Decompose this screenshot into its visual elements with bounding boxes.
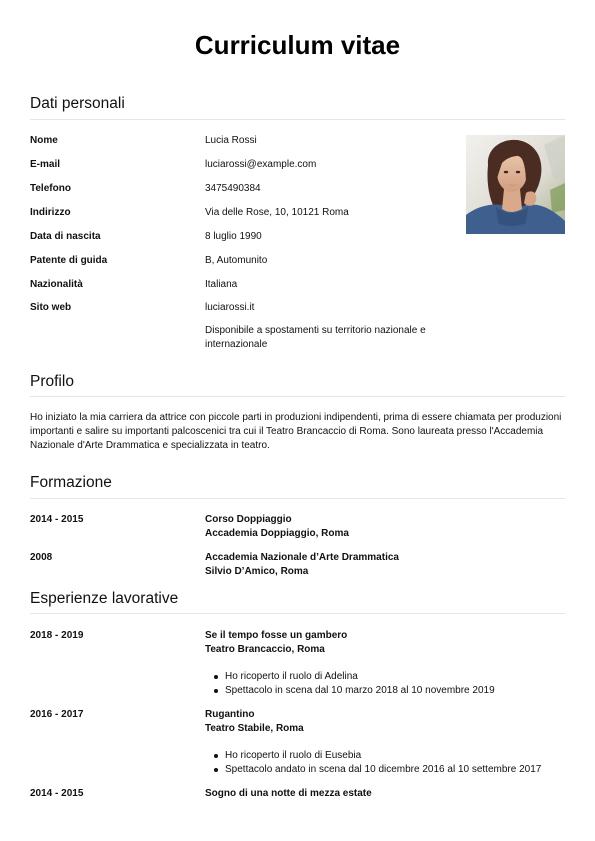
education-place: Accademia Doppiaggio, Roma	[205, 528, 349, 539]
personal-label-address: Indirizzo	[30, 207, 71, 218]
personal-label-email: E-mail	[30, 159, 61, 170]
section-divider	[30, 498, 565, 499]
document-title: Curriculum vitae	[194, 30, 401, 60]
section-title-experience: Esperienze lavorative	[30, 590, 179, 607]
personal-label-phone: Telefono	[30, 183, 71, 194]
experience-period: 2016 - 2017	[30, 709, 84, 720]
section-divider	[30, 613, 565, 614]
experience-period: 2018 - 2019	[30, 630, 84, 641]
experience-title: Sogno di una notte di mezza estate	[205, 788, 372, 799]
personal-value-phone: 3475490384	[205, 183, 261, 194]
experience-title: Rugantino	[205, 709, 255, 720]
personal-value-birthdate: 8 luglio 1990	[205, 231, 262, 242]
personal-value-nationality: Italiana	[205, 279, 238, 290]
personal-value-address: Via delle Rose, 10, 10121 Roma	[205, 207, 349, 218]
section-divider	[30, 396, 565, 397]
bullet-item: Ho ricoperto il ruolo di Adelina	[225, 670, 495, 684]
experience-period: 2014 - 2015	[30, 788, 84, 799]
personal-label-nationality: Nazionalità	[30, 279, 83, 290]
education-period: 2008	[30, 552, 53, 563]
experience-bullets	[225, 749, 541, 777]
personal-value-name: Lucia Rossi	[205, 135, 257, 146]
section-divider	[30, 119, 565, 120]
personal-note-line2: internazionale	[205, 339, 268, 350]
section-title-profile: Profilo	[30, 373, 74, 390]
bullet-item: Ho ricoperto il ruolo di Eusebia	[225, 749, 541, 763]
experience-bullets	[225, 670, 495, 698]
personal-label-birthdate: Data di nascita	[30, 231, 101, 242]
experience-place: Teatro Stabile, Roma	[205, 723, 304, 734]
experience-place: Teatro Brancaccio, Roma	[205, 644, 325, 655]
personal-label-name: Nome	[30, 135, 58, 146]
experience-title: Se il tempo fosse un gambero	[205, 630, 348, 641]
personal-label-license: Patente di guida	[30, 255, 108, 266]
education-place: Silvio D’Amico, Roma	[205, 566, 309, 577]
profile-photo	[466, 135, 565, 234]
bullet-item: Spettacolo andato in scena dal 10 dicembre 2016 al 10 settembre 2017	[225, 764, 542, 775]
personal-note-line1: Disponibile a spostamenti su territorio nazionale e	[205, 325, 426, 336]
bullet-item: Spettacolo in scena dal 10 marzo 2018 al 10 novembre 2019	[225, 685, 495, 696]
personal-value-license: B, Automunito	[205, 255, 268, 266]
profile-text: Ho iniziato la mia carriera da attrice con piccole parti in produzioni indipendenti, prima di essere chiamata per produzioni importanti e salire su importanti palcoscenici tra cui il Teatro Brancaccio di Roma. Sono laureata presso l'Accademia Nazionale d'Arte Drammatica e specializzata in teatro.	[30, 412, 562, 451]
education-period: 2014 - 2015	[30, 514, 84, 525]
education-title: Corso Doppiaggio	[205, 514, 292, 525]
section-title-personal: Dati personali	[30, 95, 125, 112]
personal-value-website[interactable]: luciarossi.it	[205, 302, 255, 313]
personal-label-website: Sito web	[30, 302, 72, 313]
education-title: Accademia Nazionale d’Arte Drammatica	[205, 552, 399, 563]
section-title-education: Formazione	[30, 474, 112, 491]
personal-value-email[interactable]: luciarossi@example.com	[205, 159, 317, 170]
